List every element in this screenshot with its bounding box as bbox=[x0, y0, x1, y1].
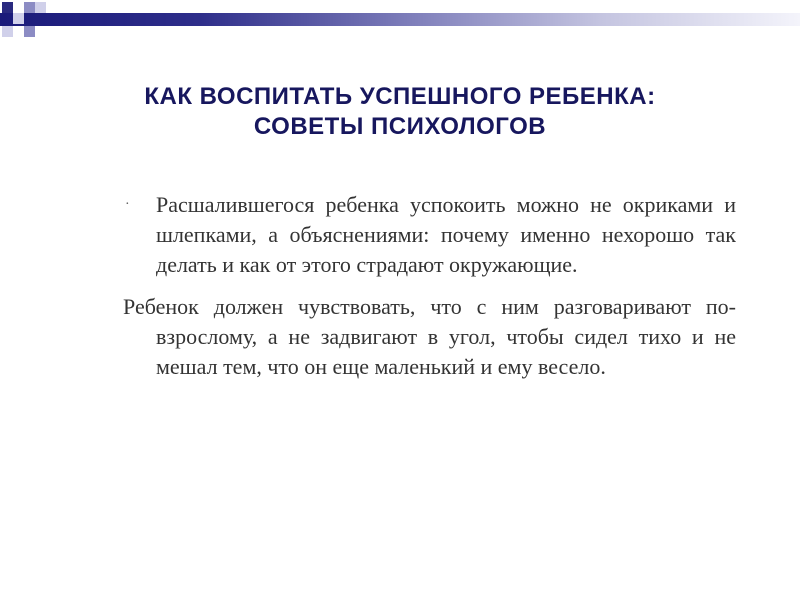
paragraph-text-1: Расшалившегося ребенка успокоить можно не окриками и шлепками, а объяснениями: почему именно нехорошо так делать и как от этого страдают окружающие. bbox=[156, 192, 736, 277]
paragraph-text-2: Ребенок должен чувствовать, что с ним разговаривают по-взрослому, а не задвигают в угол, чтобы сидел тихо и не мешал тем, что он еще маленький и ему весело. bbox=[123, 294, 736, 379]
decor-square bbox=[35, 2, 46, 13]
decor-square bbox=[24, 2, 35, 13]
decor-square bbox=[2, 26, 13, 37]
header-gradient-bar bbox=[0, 13, 800, 26]
decor-square bbox=[13, 13, 24, 24]
slide-title-line1: КАК ВОСПИТАТЬ УСПЕШНОГО РЕБЕНКА: bbox=[144, 83, 656, 110]
decor-square bbox=[13, 2, 24, 13]
bullet-dot-icon: · bbox=[125, 197, 130, 212]
decor-square bbox=[2, 2, 13, 13]
slide-body bbox=[123, 190, 736, 382]
slide-title bbox=[40, 82, 760, 142]
bullet-paragraph bbox=[123, 190, 736, 280]
decor-square bbox=[24, 26, 35, 37]
slide-title-line2: СОВЕТЫ ПСИХОЛОГОВ bbox=[253, 113, 547, 140]
